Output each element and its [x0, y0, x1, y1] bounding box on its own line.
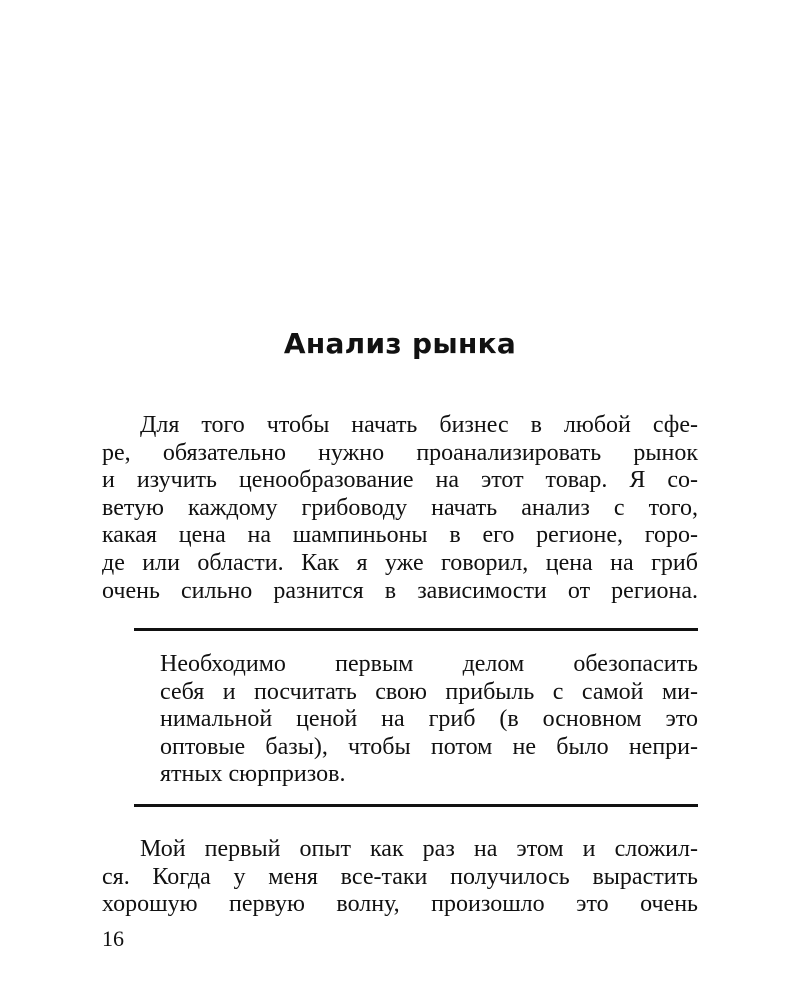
text-line: какая цена на шампиньоны в его регионе, горо- [102, 522, 698, 549]
callout-line: нимальной ценой на гриб (в основном это [160, 706, 698, 733]
paragraph-2 [102, 836, 698, 919]
callout-top-rule [134, 628, 698, 631]
text-line: ре, обязательно нужно проанализировать рынок [102, 439, 698, 466]
text-line: ветую каждому грибоводу начать анализ с того, [102, 494, 698, 521]
text-line: де или области. Как я уже говорил, цена на гриб [102, 549, 698, 576]
text-line: и изучить ценообразование на этот товар. Я со- [102, 467, 698, 494]
text-line: очень сильно разнится в зависимости от региона. [102, 577, 698, 604]
page-number: 16 [102, 926, 124, 951]
section-heading: Анализ рынка [283, 327, 517, 360]
callout-line: себя и посчитать свою прибыль с самой ми- [160, 678, 698, 705]
callout-line: ятных сюрпризов. [160, 761, 346, 788]
paragraph-1 [102, 412, 698, 605]
text-line: хорошую первую волну, произошло это очень [102, 891, 698, 918]
text-line: Для того чтобы начать бизнес в любой сфе- [140, 412, 698, 438]
callout-bottom-rule [134, 804, 698, 807]
callout-line: Необходимо первым делом обезопасить [160, 651, 698, 677]
text-line: ся. Когда у меня все-таки получилось вырастить [102, 863, 698, 890]
text-line: Мой первый опыт как раз на этом и сложил- [140, 836, 698, 862]
callout-box [160, 651, 698, 789]
callout-line: оптовые базы), чтобы потом не было непри- [160, 733, 698, 760]
